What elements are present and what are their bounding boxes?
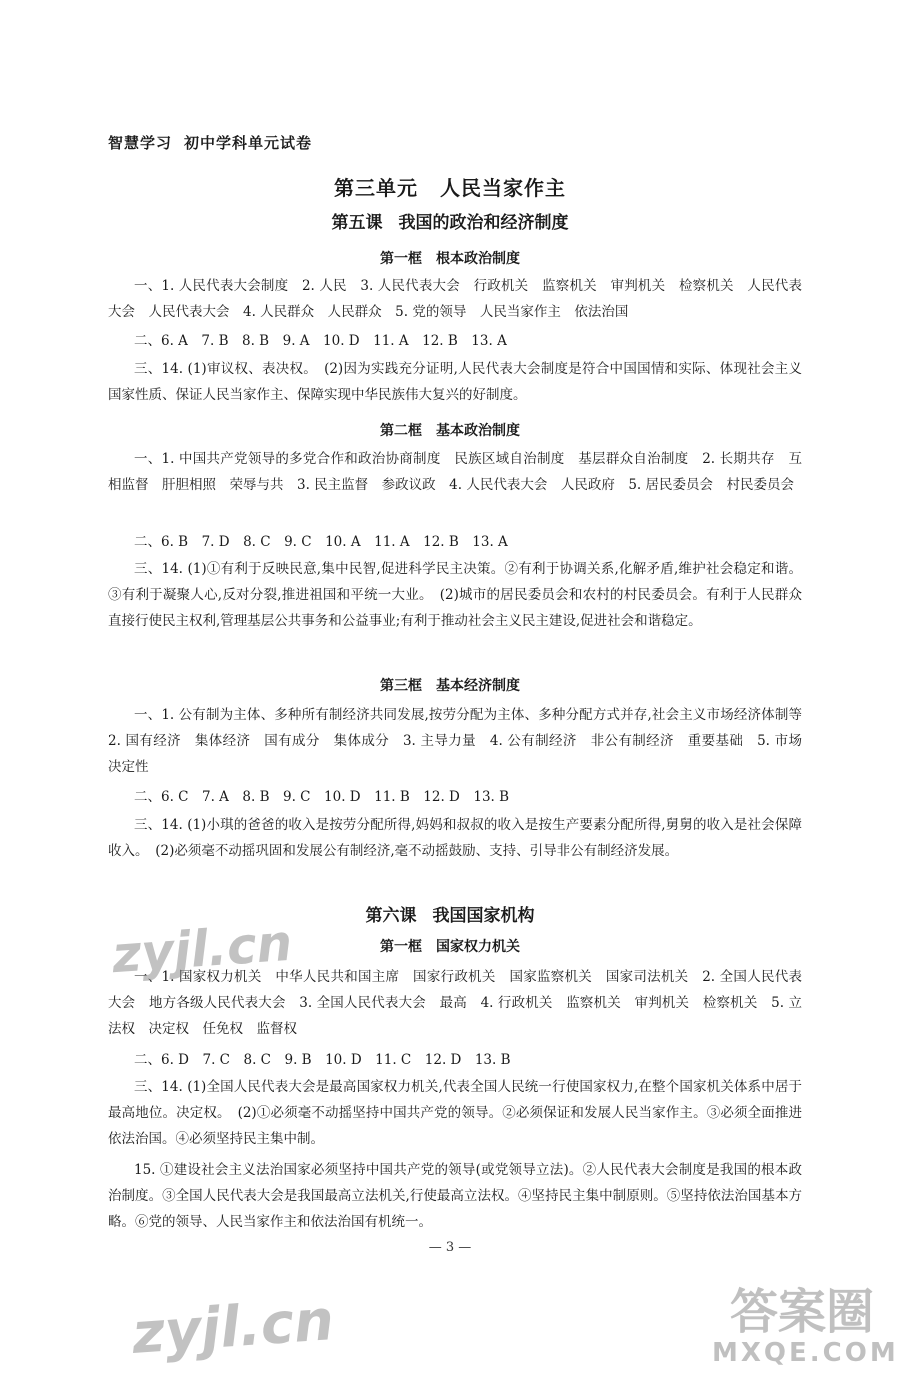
answer-paragraph: 二、6. A 7. B 8. B 9. A 10. D 11. A 12. B 13. A <box>134 333 507 349</box>
watermark-logo-text: 答案圈 <box>729 1284 874 1340</box>
answer-paragraph: 15. ①建设社会主义法治国家必须坚持中国共产党的领导(或党领导立法)。②人民代表大会制度是我国的根本政治制度。③全国人民代表大会是我国最高立法机关,行使最高立法权。④坚持民主集中制原则。⑤坚持依法治国基本方略。⑥党的领导、人民当家作主和依法治国有机统一。 <box>108 1162 802 1230</box>
book-header <box>108 132 312 153</box>
answer-paragraph: 三、14. (1)①有利于反映民意,集中民智,促进科学民主决策。②有利于协调关系,化解矛盾,维护社会稳定和谐。③有利于凝聚人心,反对分裂,推进祖国和平统一大业。 (2)城市的居民委员会和农村的村民委员会。有利于人民群众直接行使民主权利,管理基层公共事务和公益事业;有利于推动社会主义民主建设,促进社会和谐稳定。 <box>108 561 802 629</box>
answer-paragraph: 二、6. D 7. C 8. C 9. B 10. D 11. C 12. D 13. B <box>134 1052 511 1068</box>
frame-number: 第二框 <box>380 423 422 439</box>
frame-title <box>0 248 900 268</box>
lesson-name: 我国国家机构 <box>432 906 535 926</box>
lesson-number: 第五课 <box>331 213 383 233</box>
lesson-name: 我国的政治和经济制度 <box>398 213 569 233</box>
watermark-logo <box>712 1284 899 1368</box>
answer-paragraph: 一、1. 公有制为主体、多种所有制经济共同发展,按劳分配为主体、多种分配方式并存,社会主义市场经济体制等 2. 国有经济 集体经济 国有成分 集体成分 3. 主导力量 4. 公有制经济 非公有制经济 重要基础 5. 市场 决定性 <box>108 707 816 775</box>
unit-title <box>0 172 900 201</box>
answer-paragraph: 一、1. 国家权力机关 中华人民共和国主席 国家行政机关 国家监察机关 国家司法机关 2. 全国人民代表大会 地方各级人民代表大会 3. 全国人民代表大会 最高 4. 行政机关 监察机关 审判机关 检察机关 5. 立法权 决定权 任免权 监督权 <box>108 969 802 1037</box>
frame-name: 根本政治制度 <box>436 251 520 267</box>
answer-paragraph: 二、6. B 7. D 8. C 9. C 10. A 11. A 12. B 13. A <box>134 534 508 550</box>
unit-number: 第三单元 <box>334 176 418 200</box>
answer-paragraph: 三、14. (1)全国人民代表大会是最高国家权力机关,代表全国人民统一行使国家权力,在整个国家机关体系中居于最高地位。决定权。 (2)①必须毫不动摇坚持中国共产党的领导。②必须保证和发展人民当家作主。③必须全面推进依法治国。④必须坚持民主集中制。 <box>108 1079 802 1147</box>
lesson-number: 第六课 <box>365 906 417 926</box>
answer-paragraph: 一、1. 人民代表大会制度 2. 人民 3. 人民代表大会 行政机关 监察机关 审判机关 检察机关 人民代表大会 人民代表大会 4. 人民群众 人民群众 5. 党的领导 人民当家作主 依法治国 <box>108 278 802 320</box>
lesson-title <box>0 901 900 926</box>
frame-number: 第一框 <box>380 939 422 955</box>
lesson-title <box>0 208 900 233</box>
frame-name: 基本经济制度 <box>436 678 520 694</box>
watermark-logo-url: MXQE.COM <box>712 1338 899 1368</box>
answer-paragraph: 二、6. C 7. A 8. B 9. C 10. D 11. B 12. D 13. B <box>134 789 510 805</box>
frame-title <box>0 675 900 695</box>
page-number: — 3 — <box>428 1240 472 1255</box>
book-title: 智慧学习 <box>108 134 173 152</box>
frame-name: 国家权力机关 <box>436 939 520 955</box>
frame-number: 第三框 <box>380 678 422 694</box>
answer-paragraph: 三、14. (1)审议权、表决权。 (2)因为实践充分证明,人民代表大会制度是符合中国国情和实际、体现社会主义国家性质、保证人民当家作主、保障实现中华民族伟大复兴的好制度。 <box>108 361 802 403</box>
book-subtitle: 初中学科单元试卷 <box>184 134 313 152</box>
frame-number: 第一框 <box>380 251 422 267</box>
answer-paragraph: 一、1. 中国共产党领导的多党合作和政治协商制度 民族区域自治制度 基层群众自治制度 2. 长期共存 互相监督 肝胆相照 荣辱与共 3. 民主监督 参政议政 4. 人民代表大会 人民政府 5. 居民委员会 村民委员会 <box>108 451 802 493</box>
frame-name: 基本政治制度 <box>436 423 520 439</box>
unit-name: 人民当家作主 <box>440 176 566 200</box>
watermark-text: zyjl.cn <box>110 913 295 985</box>
watermark-text: zyjl.cn <box>129 1288 336 1367</box>
answer-paragraph: 三、14. (1)小琪的爸爸的收入是按劳分配所得,妈妈和叔叔的收入是按生产要素分配所得,舅舅的收入是社会保障收入。 (2)必须毫不动摇巩固和发展公有制经济,毫不动摇鼓励、支持、引导非公有制经济发展。 <box>108 817 802 859</box>
frame-title <box>0 420 900 440</box>
